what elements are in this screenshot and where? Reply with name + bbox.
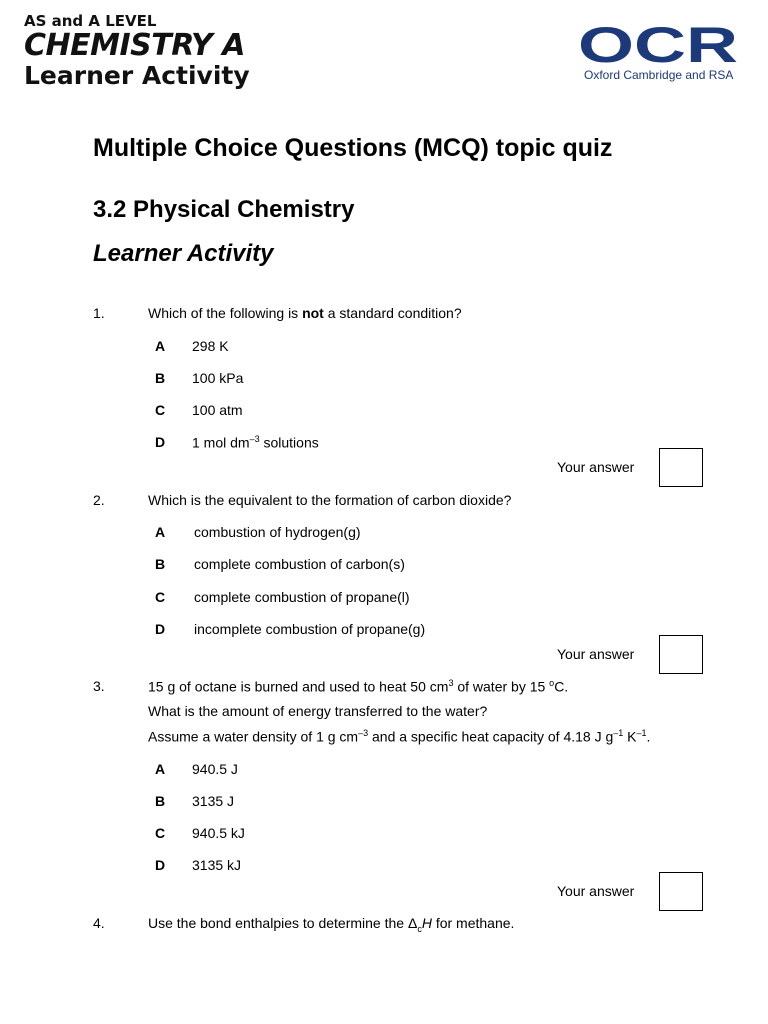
q3-option-c-text: 940.5 kJ [192,825,245,841]
ocr-logo-text: OCR [578,22,738,66]
q2-option-d-letter: D [155,621,166,637]
q1-option-a-letter: A [155,338,166,354]
page-subtitle: 3.2 Physical Chemistry [93,196,355,223]
question-4-number: 4. [93,915,105,931]
brand-subject: CHEMISTRY A [24,28,245,63]
q1-option-b-letter: B [155,370,166,386]
question-1-text: Which of the following is not a standard condition? [148,305,462,321]
question-2-number: 2. [93,492,105,508]
q1-option-d-letter: D [155,434,166,450]
brand-activity: Learner Activity [24,61,250,90]
q2-option-a-letter: A [155,524,166,540]
ocr-logo-mark [578,22,740,66]
q2-option-d-text: incomplete combustion of propane(g) [194,621,426,637]
q3-option-b-letter: B [155,793,166,809]
q2-option-a-text: combustion of hydrogen(g) [194,524,361,540]
q1-option-a-text: 298 K [192,338,229,354]
q1-answer-box[interactable] [659,448,703,487]
activity-heading: Learner Activity [93,240,274,267]
q3-option-d-letter: D [155,857,166,873]
q2-option-b-letter: B [155,556,166,572]
q1-option-b-text: 100 kPa [192,370,244,386]
q2-answer-label: Your answer [557,646,635,662]
page-title: Multiple Choice Questions (MCQ) topic quiz [93,134,613,162]
question-3-line-2: What is the amount of energy transferred to the water? [148,703,488,719]
header-branding [24,12,250,90]
q1-option-c-text: 100 atm [192,402,243,418]
q3-option-a-text: 940.5 J [192,761,238,777]
question-3-line-3: Assume a water density of 1 g $cm^{-3}$ and a specific heat capacity of 4.18 J $g^{-1}$ $K^{-1}$. [148,728,651,745]
q1-answer-label: Your answer [557,459,635,475]
q2-option-b-text: complete combustion of carbon(s) [194,556,405,572]
ocr-logo-caption: Oxford Cambridge and RSA [584,68,734,82]
q3-option-d-text: 3135 kJ [192,857,242,873]
q1-option-d-text: 1 mol $dm^{-3}$ solutions [192,434,319,451]
q3-option-a-letter: A [155,761,166,777]
question-3-number: 3. [93,678,105,694]
brand-level: AS and A LEVEL [24,12,157,30]
question-4-text: Use the bond enthalpies to determine the $\Delta_cH$ for methane. [148,915,515,934]
q2-answer-box[interactable] [659,635,703,674]
q3-answer-label: Your answer [557,883,635,899]
question-3-line-1: 15 g of octane is burned and used to heat 50 $cm^3$ of water by 15 $^o$C. [148,678,569,695]
q3-option-c-letter: C [155,825,166,841]
q3-answer-box[interactable] [659,872,703,911]
q2-option-c-text: complete combustion of propane(l) [194,589,410,605]
q3-option-b-text: 3135 J [192,793,235,809]
question-1-number: 1. [93,305,105,321]
q2-option-c-letter: C [155,589,166,605]
question-2-text: Which is the equivalent to the formation of carbon dioxide? [148,492,512,508]
q1-option-c-letter: C [155,402,166,418]
ocr-logo [578,22,743,82]
